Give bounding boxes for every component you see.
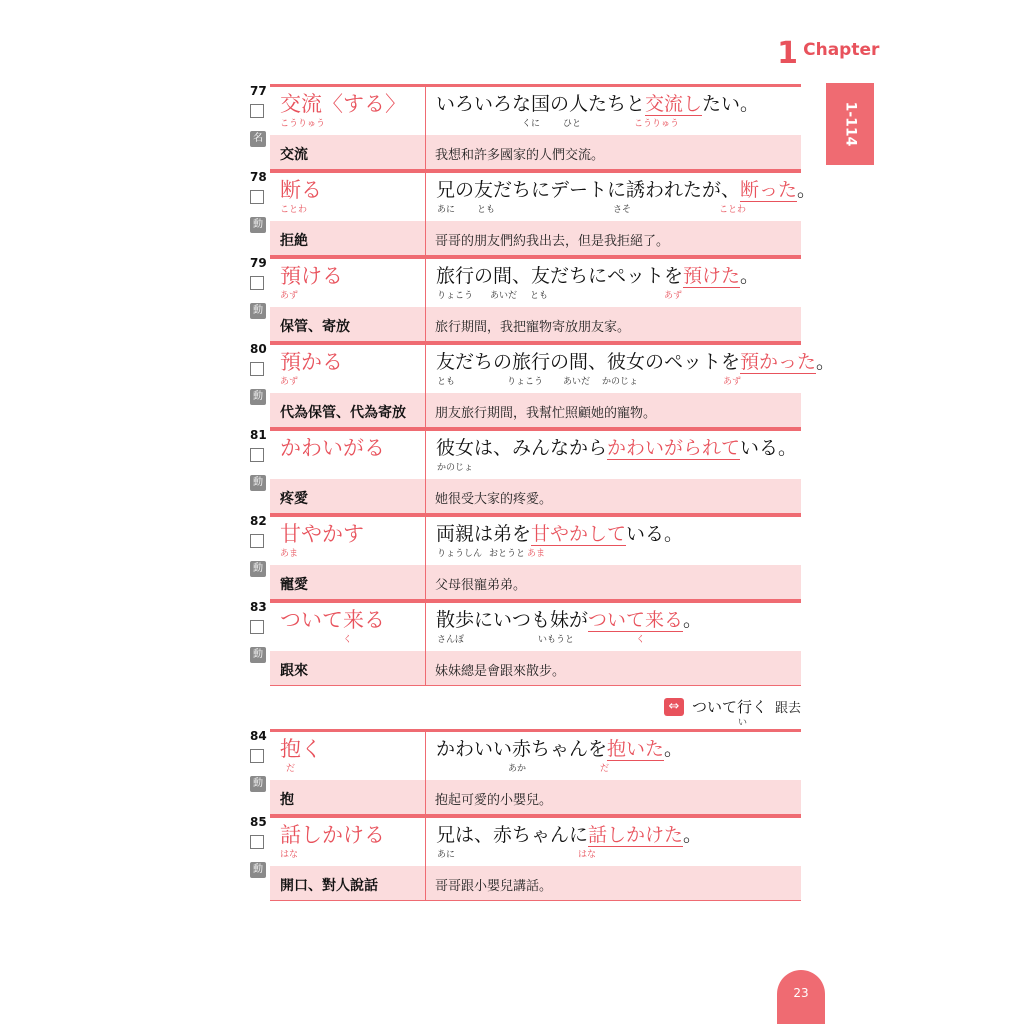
related-word	[664, 696, 801, 717]
entry-bottom-line	[270, 900, 801, 901]
entry-divider	[270, 514, 801, 517]
chapter-heading	[773, 36, 880, 71]
entry-number: 83	[250, 600, 267, 614]
example-sentence	[436, 89, 759, 116]
sentence-translation: 她很受大家的疼愛。	[435, 492, 553, 507]
study-checkbox[interactable]	[250, 276, 264, 290]
entry-divider	[270, 170, 801, 173]
vocab-word-reading: だ	[286, 764, 296, 774]
sentence-highlight: 預けた	[683, 265, 741, 287]
word-meaning: 跟來	[280, 663, 308, 679]
sentence-text: 。	[740, 265, 760, 287]
sentence-text: たい。	[702, 93, 760, 115]
word-meaning: 拒絶	[280, 233, 308, 249]
study-checkbox[interactable]	[250, 104, 264, 118]
sentence-text: いろいろな国の人たちと	[436, 93, 646, 115]
vocab-word-reading: あま	[280, 549, 299, 559]
sentence-reading: あに	[437, 205, 456, 215]
sentence-reading: あに	[437, 850, 456, 860]
study-checkbox[interactable]	[250, 362, 264, 376]
sentence-highlight: 抱いた	[607, 738, 665, 760]
vocab-word: ついて来る	[280, 608, 385, 632]
word-meaning: 疼愛	[280, 491, 308, 507]
entry-divider	[270, 729, 801, 732]
sentence-translation: 我想和許多國家的人們交流。	[435, 148, 605, 163]
vocab-word: かわいがる	[280, 436, 385, 460]
vocab-entry	[250, 256, 801, 342]
sentence-text: 。	[683, 824, 703, 846]
sentence-text: 兄の友だちにデートに誘われたが、	[436, 179, 741, 201]
column-divider	[425, 732, 426, 815]
chapter-word: Chapter	[803, 40, 880, 60]
entry-divider	[270, 600, 801, 603]
sentence-translation: 抱起可愛的小嬰兒。	[435, 793, 553, 808]
study-checkbox[interactable]	[250, 534, 264, 548]
sentence-text: いる。	[626, 523, 684, 545]
sentence-text: 彼女は、みんなから	[436, 437, 608, 459]
entry-divider	[270, 342, 801, 345]
sentence-text: 兄は、赤ちゃんに	[436, 824, 589, 846]
column-divider	[425, 259, 426, 342]
sentence-highlight: かわいがられて	[607, 437, 741, 459]
vocab-word: 断る	[280, 178, 322, 202]
word-meaning: 交流	[280, 147, 308, 163]
vocab-entry	[250, 600, 801, 686]
sentence-reading: こうりゅう	[634, 119, 680, 129]
sentence-reading: りょこう	[507, 377, 544, 387]
translation-band	[270, 565, 801, 600]
vocab-word: 預ける	[280, 264, 343, 288]
sentence-translation: 旅行期間，我把寵物寄放朋友家。	[435, 320, 631, 335]
sentence-highlight: ついて来る	[588, 609, 684, 631]
side-tab-label: 1-114	[842, 101, 858, 147]
entry-divider	[270, 815, 801, 818]
entry-number: 78	[250, 170, 267, 184]
sentence-reading: あいだ	[490, 291, 518, 301]
part-of-speech-badge: 動	[250, 776, 266, 792]
sentence-text: 。	[797, 179, 817, 201]
vocab-entry	[250, 514, 801, 600]
part-of-speech-badge: 動	[250, 303, 266, 319]
study-checkbox[interactable]	[250, 620, 264, 634]
page-number: 23	[777, 970, 825, 1024]
sentence-text: 。	[664, 738, 684, 760]
sentence-reading: ことわ	[719, 205, 747, 215]
sentence-translation: 妹妹總是會跟來散步。	[435, 664, 566, 679]
column-divider	[425, 818, 426, 901]
sentence-reading: さんぽ	[437, 635, 465, 645]
sentence-highlight: 話しかけた	[588, 824, 684, 846]
vocab-word-reading: あず	[280, 377, 299, 387]
study-checkbox[interactable]	[250, 190, 264, 204]
sentence-reading: りょこう	[437, 291, 474, 301]
sentence-translation: 哥哥的朋友們約我出去，但是我拒絕了。	[435, 234, 670, 249]
sentence-text: いる。	[740, 437, 798, 459]
sentence-reading: あま	[527, 549, 546, 559]
entry-number: 80	[250, 342, 267, 356]
sentence-reading: く	[636, 635, 646, 645]
part-of-speech-badge: 動	[250, 475, 266, 491]
sentence-translation: 父母很寵弟弟。	[435, 578, 527, 593]
column-divider	[425, 431, 426, 514]
example-sentence	[436, 347, 835, 374]
sentence-text: 散歩にいつも妹が	[436, 609, 589, 631]
entry-number: 81	[250, 428, 267, 442]
part-of-speech-badge: 動	[250, 561, 266, 577]
study-checkbox[interactable]	[250, 835, 264, 849]
vocab-entry	[250, 428, 801, 514]
part-of-speech-badge: 名	[250, 131, 266, 147]
column-divider	[425, 603, 426, 686]
vocab-entry	[250, 84, 801, 170]
part-of-speech-badge: 動	[250, 389, 266, 405]
study-checkbox[interactable]	[250, 448, 264, 462]
vocab-entry	[250, 342, 836, 428]
sentence-reading: あいだ	[563, 377, 591, 387]
word-meaning: 抱	[280, 792, 294, 808]
related-word-kana: い	[738, 718, 748, 728]
example-sentence	[436, 433, 797, 460]
column-divider	[425, 173, 426, 256]
sentence-translation: 朋友旅行期間，我幫忙照顧她的寵物。	[435, 406, 657, 421]
sentence-reading: おとうと	[489, 549, 526, 559]
sentence-text: 。	[816, 351, 836, 373]
column-divider	[425, 87, 426, 170]
entry-number: 84	[250, 729, 267, 743]
part-of-speech-badge: 動	[250, 862, 266, 878]
entry-bottom-line	[270, 685, 801, 686]
sentence-reading: かのじょ	[437, 463, 474, 473]
column-divider	[425, 345, 426, 428]
sentence-reading: とも	[530, 291, 549, 301]
chapter-number: 1	[777, 36, 798, 71]
vocab-word-reading: あず	[280, 291, 299, 301]
sentence-reading: あず	[664, 291, 683, 301]
sentence-text: 。	[683, 609, 703, 631]
entry-divider	[270, 84, 801, 87]
sentence-reading: とも	[437, 377, 456, 387]
entry-divider	[270, 256, 801, 259]
vocab-word-reading: く	[343, 635, 353, 645]
example-sentence	[436, 605, 702, 632]
sentence-highlight: 甘やかして	[531, 523, 627, 545]
vocab-word: 預かる	[280, 350, 343, 374]
vocab-word: 交流〈する〉	[280, 92, 406, 116]
sentence-highlight: 預かった	[740, 351, 817, 373]
related-word-meaning: 跟去	[774, 701, 801, 716]
part-of-speech-badge: 動	[250, 217, 266, 233]
vocab-word: 甘やかす	[280, 522, 364, 546]
word-meaning: 開口、對人說話	[280, 878, 378, 894]
vocab-word-reading: はな	[280, 850, 299, 860]
entry-number: 79	[250, 256, 267, 270]
sentence-reading: あか	[508, 764, 527, 774]
sentence-highlight: 交流し	[645, 93, 703, 115]
sentence-text: 友だちの旅行の間、彼女のペットを	[436, 351, 741, 373]
sentence-reading: はな	[578, 850, 597, 860]
entry-divider	[270, 428, 801, 431]
sentence-reading: かのじょ	[602, 377, 639, 387]
sentence-highlight: 断った	[740, 179, 798, 201]
sentence-text: 旅行の間、友だちにペットを	[436, 265, 684, 287]
vocab-word: 抱く	[280, 737, 322, 761]
sentence-reading: りょうしん	[437, 549, 483, 559]
example-sentence	[436, 519, 683, 546]
sentence-reading: いもうと	[538, 635, 575, 645]
part-of-speech-badge: 動	[250, 647, 266, 663]
sentence-reading: くに	[522, 119, 541, 129]
sentence-text: 両親は弟を	[436, 523, 532, 545]
example-sentence	[436, 734, 683, 761]
vocab-entry	[250, 729, 801, 815]
vocab-word-reading: こうりゅう	[280, 119, 326, 129]
entry-number: 85	[250, 815, 267, 829]
example-sentence	[436, 175, 816, 202]
vocab-entry	[250, 815, 801, 901]
sentence-reading: だ	[600, 764, 610, 774]
entry-number: 82	[250, 514, 267, 528]
vocab-word: 話しかける	[280, 823, 385, 847]
column-divider	[425, 517, 426, 600]
vocab-word-reading: ことわ	[280, 205, 308, 215]
example-sentence	[436, 261, 759, 288]
sentence-translation: 哥哥跟小嬰兒講話。	[435, 879, 553, 894]
word-meaning: 代為保管、代為寄放	[280, 405, 406, 421]
word-meaning: 保管、寄放	[280, 319, 350, 335]
entry-number: 77	[250, 84, 267, 98]
vocab-entry	[250, 170, 817, 256]
related-word-jp: ついて行く	[691, 698, 767, 716]
sentence-text: かわいい赤ちゃんを	[436, 738, 608, 760]
sentence-reading: さそ	[613, 205, 632, 215]
study-checkbox[interactable]	[250, 749, 264, 763]
example-sentence	[436, 820, 702, 847]
opposite-arrow-icon: ⇔	[664, 698, 684, 716]
sentence-reading: とも	[477, 205, 496, 215]
sentence-reading: あず	[723, 377, 742, 387]
sentence-reading: ひと	[563, 119, 582, 129]
side-tab	[826, 83, 874, 165]
word-meaning: 寵愛	[280, 577, 308, 593]
